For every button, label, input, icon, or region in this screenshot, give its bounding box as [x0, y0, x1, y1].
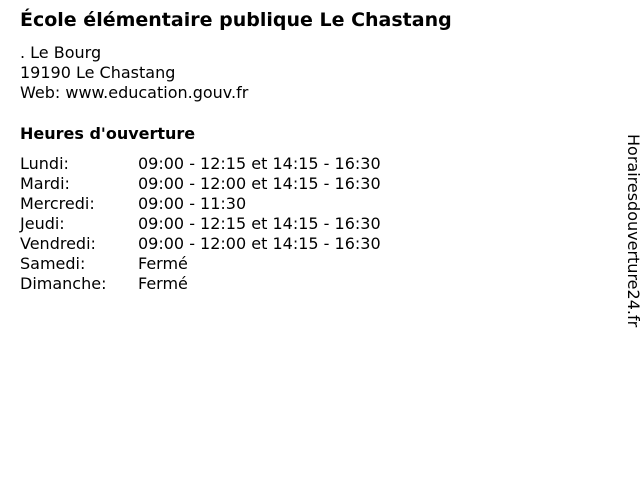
day-label: Samedi: — [20, 254, 86, 273]
day-label: Vendredi: — [20, 234, 96, 253]
day-hours: 09:00 - 12:15 et 14:15 - 16:30 — [138, 154, 381, 173]
address-city: 19190 Le Chastang — [20, 63, 176, 82]
day-label: Mardi: — [20, 174, 70, 193]
day-label: Mercredi: — [20, 194, 95, 213]
day-label: Lundi: — [20, 154, 69, 173]
address-block — [20, 43, 248, 103]
day-hours: 09:00 - 11:30 — [138, 194, 247, 213]
address-street: . Le Bourg — [20, 43, 102, 62]
day-label: Jeudi: — [20, 214, 65, 233]
website-link[interactable]: Web: www.education.gouv.fr — [20, 83, 249, 102]
day-hours: Fermé — [138, 274, 188, 293]
opening-hours-heading: Heures d'ouverture — [20, 124, 196, 143]
day-hours: Fermé — [138, 254, 188, 273]
day-hours: 09:00 - 12:15 et 14:15 - 16:30 — [138, 214, 381, 233]
school-name: École élémentaire publique Le Chastang — [20, 9, 452, 31]
site-watermark: Horairesdouverture24.fr — [624, 134, 643, 328]
day-label: Dimanche: — [20, 274, 107, 293]
day-hours: 09:00 - 12:00 et 14:15 - 16:30 — [138, 234, 381, 253]
day-hours: 09:00 - 12:00 et 14:15 - 16:30 — [138, 174, 381, 193]
